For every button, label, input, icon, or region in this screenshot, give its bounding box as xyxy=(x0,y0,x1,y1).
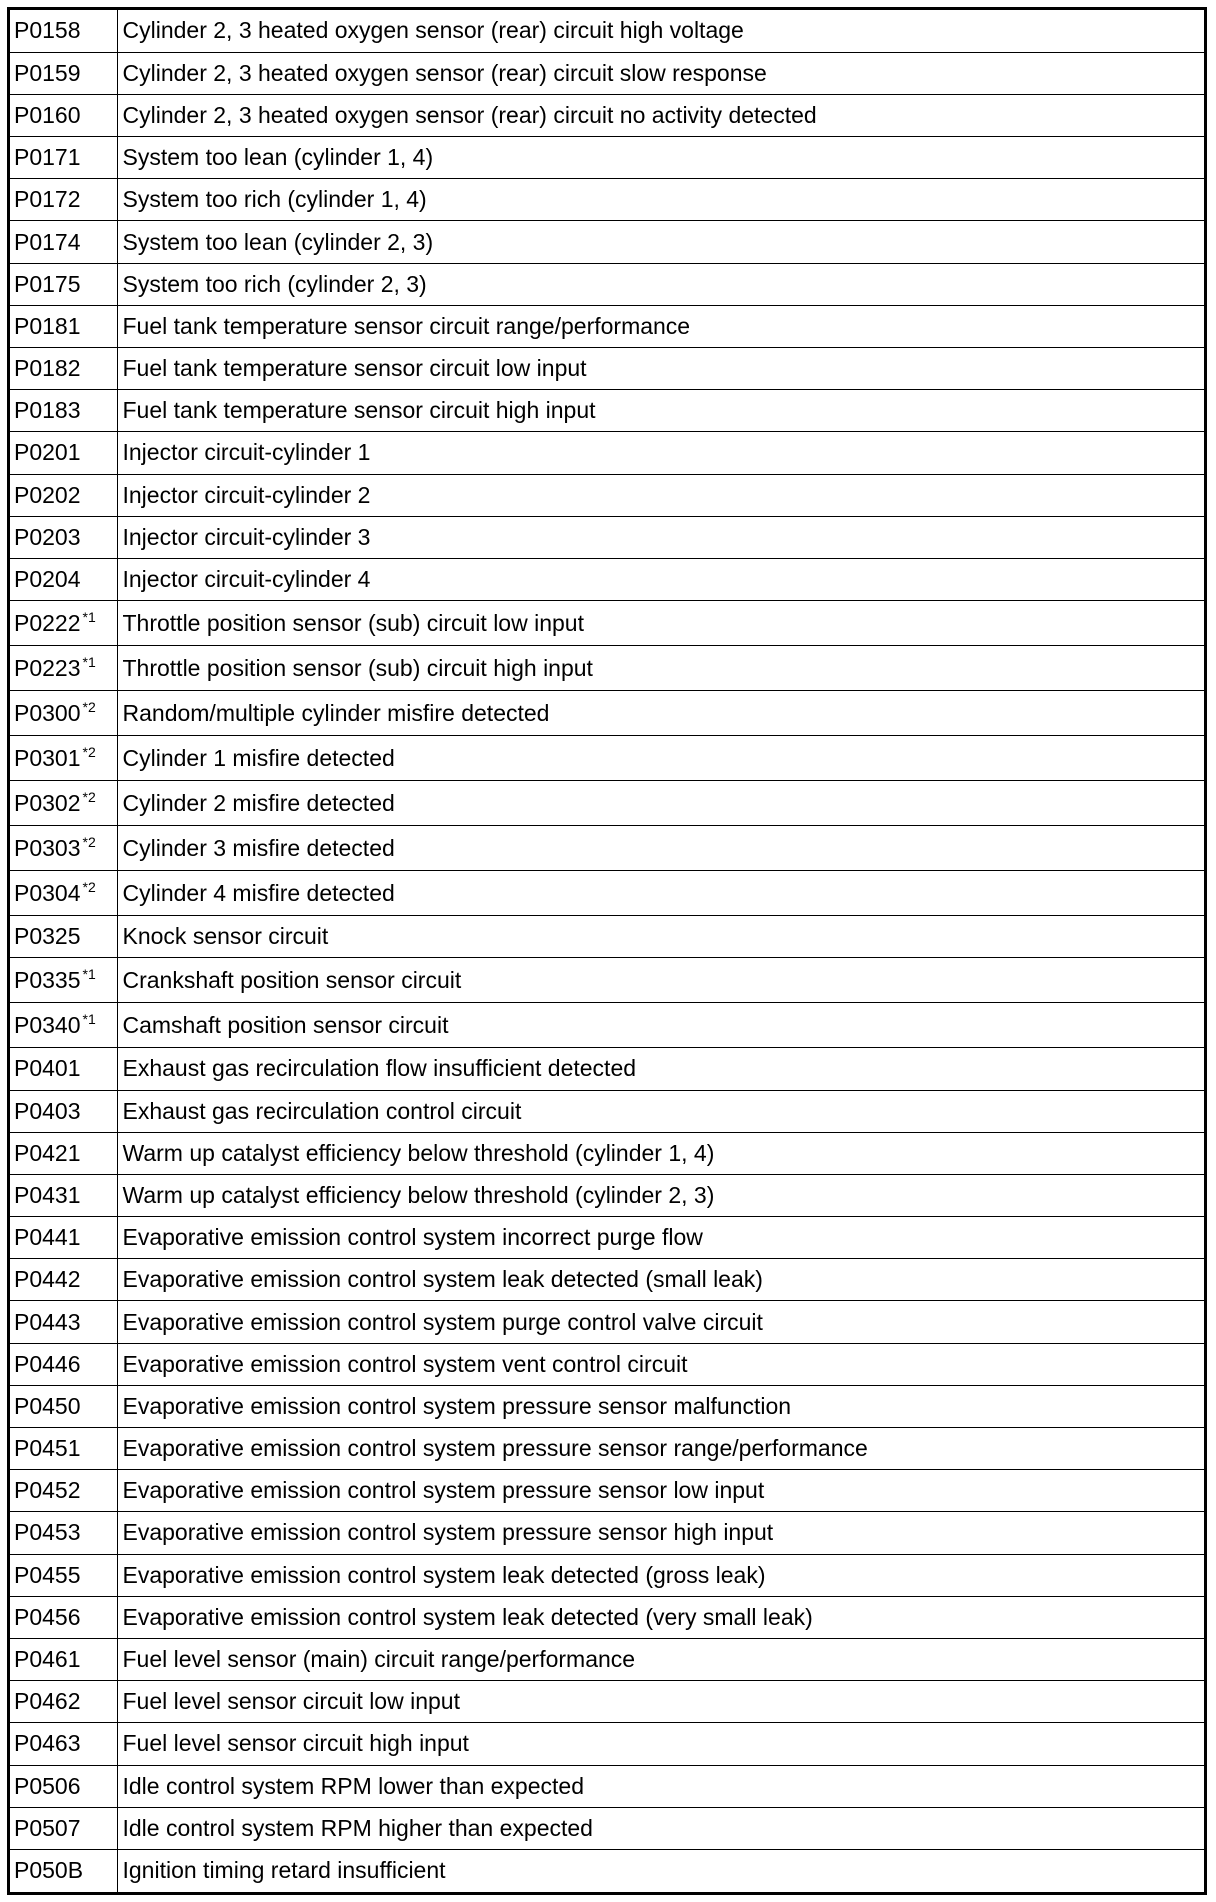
table-row xyxy=(10,516,1204,558)
dtc-code-cell xyxy=(10,1301,117,1343)
footnote-marker: *2 xyxy=(82,698,96,715)
dtc-code-cell xyxy=(10,221,117,263)
dtc-code: P0160 xyxy=(14,101,81,128)
dtc-description: Evaporative emission control system pressure sensor high input xyxy=(117,1512,1204,1554)
table-row xyxy=(10,646,1204,691)
dtc-description: Fuel tank temperature sensor circuit high input xyxy=(117,390,1204,432)
dtc-description: Injector circuit-cylinder 4 xyxy=(117,558,1204,600)
dtc-code-cell xyxy=(10,558,117,600)
dtc-code-cell xyxy=(10,94,117,136)
dtc-code-cell xyxy=(10,1090,117,1132)
dtc-code: P0172 xyxy=(14,186,81,213)
table-row xyxy=(10,601,1204,646)
dtc-description: Evaporative emission control system incorrect purge flow xyxy=(117,1217,1204,1259)
dtc-code-cell xyxy=(10,1174,117,1216)
dtc-description: Cylinder 2, 3 heated oxygen sensor (rear) circuit slow response xyxy=(117,52,1204,94)
footnote-marker: *1 xyxy=(82,1010,96,1027)
dtc-code-cell xyxy=(10,601,117,646)
dtc-code-cell xyxy=(10,1003,117,1048)
dtc-table-body xyxy=(10,10,1204,1892)
dtc-code: P0300 xyxy=(14,699,81,726)
dtc-description: System too lean (cylinder 2, 3) xyxy=(117,221,1204,263)
table-row xyxy=(10,1343,1204,1385)
dtc-code-cell xyxy=(10,871,117,916)
footnote-marker: *2 xyxy=(82,788,96,805)
dtc-code: P0462 xyxy=(14,1688,81,1715)
dtc-description: Fuel level sensor (main) circuit range/performance xyxy=(117,1638,1204,1680)
dtc-description: Cylinder 4 misfire detected xyxy=(117,871,1204,916)
dtc-description: Exhaust gas recirculation flow insufficient detected xyxy=(117,1048,1204,1090)
dtc-code-cell xyxy=(10,916,117,958)
dtc-code: P0401 xyxy=(14,1055,81,1082)
dtc-code-cell xyxy=(10,390,117,432)
dtc-code: P0171 xyxy=(14,144,81,171)
dtc-code-cell xyxy=(10,1554,117,1596)
dtc-code-cell xyxy=(10,1849,117,1891)
dtc-description: Cylinder 2, 3 heated oxygen sensor (rear) circuit high voltage xyxy=(117,10,1204,52)
dtc-code-cell xyxy=(10,1343,117,1385)
dtc-description: Camshaft position sensor circuit xyxy=(117,1003,1204,1048)
dtc-code-cell xyxy=(10,1723,117,1765)
dtc-description: Warm up catalyst efficiency below threshold (cylinder 2, 3) xyxy=(117,1174,1204,1216)
table-row xyxy=(10,1681,1204,1723)
dtc-code: P0452 xyxy=(14,1477,81,1504)
dtc-code-cell xyxy=(10,646,117,691)
dtc-code-cell xyxy=(10,1048,117,1090)
table-row xyxy=(10,348,1204,390)
dtc-code: P0181 xyxy=(14,312,81,339)
table-row xyxy=(10,1428,1204,1470)
table-row xyxy=(10,1723,1204,1765)
dtc-code-cell xyxy=(10,179,117,221)
table-row xyxy=(10,691,1204,736)
dtc-code: P0203 xyxy=(14,523,81,550)
dtc-code: P0158 xyxy=(14,17,81,44)
table-row xyxy=(10,1596,1204,1638)
dtc-description: Evaporative emission control system leak detected (very small leak) xyxy=(117,1596,1204,1638)
table-row xyxy=(10,1512,1204,1554)
table-row xyxy=(10,958,1204,1003)
dtc-code-cell xyxy=(10,1132,117,1174)
dtc-code: P0421 xyxy=(14,1139,81,1166)
dtc-code-cell xyxy=(10,691,117,736)
dtc-code-cell xyxy=(10,1470,117,1512)
dtc-code: P0159 xyxy=(14,59,81,86)
dtc-code: P0443 xyxy=(14,1308,81,1335)
table-row xyxy=(10,916,1204,958)
table-row xyxy=(10,94,1204,136)
table-row xyxy=(10,1174,1204,1216)
dtc-code: P0450 xyxy=(14,1392,81,1419)
footnote-marker: *2 xyxy=(82,878,96,895)
table-row xyxy=(10,1217,1204,1259)
dtc-description: Knock sensor circuit xyxy=(117,916,1204,958)
dtc-code: P0441 xyxy=(14,1224,81,1251)
table-row xyxy=(10,1003,1204,1048)
dtc-table-sheet xyxy=(7,7,1207,1895)
dtc-description: Idle control system RPM lower than expected xyxy=(117,1765,1204,1807)
dtc-description: Injector circuit-cylinder 3 xyxy=(117,516,1204,558)
dtc-code: P050B xyxy=(14,1857,84,1884)
dtc-code-cell xyxy=(10,1638,117,1680)
dtc-code-cell xyxy=(10,305,117,347)
table-row xyxy=(10,1301,1204,1343)
dtc-code-cell xyxy=(10,736,117,781)
dtc-code-cell xyxy=(10,1596,117,1638)
dtc-code: P0303 xyxy=(14,834,81,861)
dtc-description: Evaporative emission control system leak detected (gross leak) xyxy=(117,1554,1204,1596)
footnote-marker: *1 xyxy=(82,965,96,982)
table-row xyxy=(10,781,1204,826)
dtc-description: Cylinder 2, 3 heated oxygen sensor (rear) circuit no activity detected xyxy=(117,94,1204,136)
table-row xyxy=(10,1132,1204,1174)
dtc-description: Cylinder 2 misfire detected xyxy=(117,781,1204,826)
dtc-description: Throttle position sensor (sub) circuit low input xyxy=(117,601,1204,646)
dtc-table xyxy=(10,10,1204,1892)
table-row xyxy=(10,432,1204,474)
dtc-description: Evaporative emission control system vent control circuit xyxy=(117,1343,1204,1385)
dtc-code: P0201 xyxy=(14,439,81,466)
dtc-code: P0175 xyxy=(14,270,81,297)
dtc-code: P0507 xyxy=(14,1814,81,1841)
dtc-code: P0446 xyxy=(14,1350,81,1377)
dtc-code: P0461 xyxy=(14,1646,81,1673)
dtc-description: Fuel level sensor circuit high input xyxy=(117,1723,1204,1765)
footnote-marker: *2 xyxy=(82,743,96,760)
dtc-code: P0506 xyxy=(14,1772,81,1799)
dtc-description: Injector circuit-cylinder 2 xyxy=(117,474,1204,516)
table-row xyxy=(10,1554,1204,1596)
dtc-description: System too lean (cylinder 1, 4) xyxy=(117,137,1204,179)
dtc-description: Injector circuit-cylinder 1 xyxy=(117,432,1204,474)
dtc-code: P0304 xyxy=(14,879,81,906)
dtc-code-cell xyxy=(10,137,117,179)
dtc-code: P0335 xyxy=(14,966,81,993)
dtc-code-cell xyxy=(10,1765,117,1807)
dtc-description: Fuel tank temperature sensor circuit low input xyxy=(117,348,1204,390)
dtc-code-cell xyxy=(10,52,117,94)
dtc-code-cell xyxy=(10,348,117,390)
dtc-code: P0340 xyxy=(14,1011,81,1038)
table-row xyxy=(10,1807,1204,1849)
dtc-code: P0183 xyxy=(14,397,81,424)
dtc-description: Cylinder 3 misfire detected xyxy=(117,826,1204,871)
dtc-description: Crankshaft position sensor circuit xyxy=(117,958,1204,1003)
table-row xyxy=(10,137,1204,179)
table-row xyxy=(10,263,1204,305)
dtc-code: P0442 xyxy=(14,1266,81,1293)
dtc-code-cell xyxy=(10,1428,117,1470)
dtc-code-cell xyxy=(10,10,117,52)
table-row xyxy=(10,1765,1204,1807)
dtc-description: Exhaust gas recirculation control circuit xyxy=(117,1090,1204,1132)
dtc-description: Evaporative emission control system purge control valve circuit xyxy=(117,1301,1204,1343)
dtc-code: P0302 xyxy=(14,789,81,816)
dtc-code-cell xyxy=(10,432,117,474)
table-row xyxy=(10,736,1204,781)
dtc-code: P0455 xyxy=(14,1561,81,1588)
table-row xyxy=(10,305,1204,347)
dtc-code-cell xyxy=(10,826,117,871)
footnote-marker: *1 xyxy=(82,608,96,625)
dtc-code-cell xyxy=(10,1217,117,1259)
dtc-code: P0202 xyxy=(14,481,81,508)
table-row xyxy=(10,179,1204,221)
dtc-code-cell xyxy=(10,1681,117,1723)
table-row xyxy=(10,1048,1204,1090)
dtc-code-cell xyxy=(10,781,117,826)
dtc-description: Ignition timing retard insufficient xyxy=(117,1849,1204,1891)
dtc-code: P0403 xyxy=(14,1097,81,1124)
dtc-code-cell xyxy=(10,1259,117,1301)
dtc-code: P0325 xyxy=(14,923,81,950)
table-row xyxy=(10,826,1204,871)
footnote-marker: *1 xyxy=(82,653,96,670)
table-row xyxy=(10,221,1204,263)
table-row xyxy=(10,52,1204,94)
dtc-description: Fuel tank temperature sensor circuit range/performance xyxy=(117,305,1204,347)
table-row xyxy=(10,474,1204,516)
dtc-code: P0431 xyxy=(14,1181,81,1208)
dtc-code-cell xyxy=(10,474,117,516)
dtc-description: Fuel level sensor circuit low input xyxy=(117,1681,1204,1723)
table-row xyxy=(10,871,1204,916)
table-row xyxy=(10,10,1204,52)
dtc-code: P0463 xyxy=(14,1730,81,1757)
table-row xyxy=(10,558,1204,600)
dtc-code-cell xyxy=(10,1512,117,1554)
dtc-code: P0204 xyxy=(14,566,81,593)
dtc-description: Evaporative emission control system leak detected (small leak) xyxy=(117,1259,1204,1301)
dtc-code: P0456 xyxy=(14,1603,81,1630)
table-row xyxy=(10,1470,1204,1512)
dtc-description: Random/multiple cylinder misfire detected xyxy=(117,691,1204,736)
footnote-marker: *2 xyxy=(82,833,96,850)
table-row xyxy=(10,1638,1204,1680)
table-row xyxy=(10,1090,1204,1132)
dtc-description: Evaporative emission control system pressure sensor malfunction xyxy=(117,1385,1204,1427)
dtc-code: P0174 xyxy=(14,228,81,255)
dtc-description: Evaporative emission control system pressure sensor range/performance xyxy=(117,1428,1204,1470)
table-row xyxy=(10,1259,1204,1301)
dtc-code: P0222 xyxy=(14,609,81,636)
dtc-code-cell xyxy=(10,958,117,1003)
dtc-code-cell xyxy=(10,263,117,305)
dtc-code-cell xyxy=(10,1385,117,1427)
dtc-code: P0451 xyxy=(14,1435,81,1462)
dtc-description: Warm up catalyst efficiency below threshold (cylinder 1, 4) xyxy=(117,1132,1204,1174)
table-row xyxy=(10,390,1204,432)
dtc-description: Idle control system RPM higher than expected xyxy=(117,1807,1204,1849)
table-row xyxy=(10,1385,1204,1427)
dtc-code: P0453 xyxy=(14,1519,81,1546)
dtc-code: P0223 xyxy=(14,654,81,681)
dtc-code: P0301 xyxy=(14,744,81,771)
dtc-description: Cylinder 1 misfire detected xyxy=(117,736,1204,781)
dtc-code: P0182 xyxy=(14,355,81,382)
table-row xyxy=(10,1849,1204,1891)
dtc-description: Evaporative emission control system pressure sensor low input xyxy=(117,1470,1204,1512)
dtc-description: System too rich (cylinder 2, 3) xyxy=(117,263,1204,305)
dtc-description: System too rich (cylinder 1, 4) xyxy=(117,179,1204,221)
dtc-code-cell xyxy=(10,1807,117,1849)
dtc-code-cell xyxy=(10,516,117,558)
dtc-description: Throttle position sensor (sub) circuit high input xyxy=(117,646,1204,691)
